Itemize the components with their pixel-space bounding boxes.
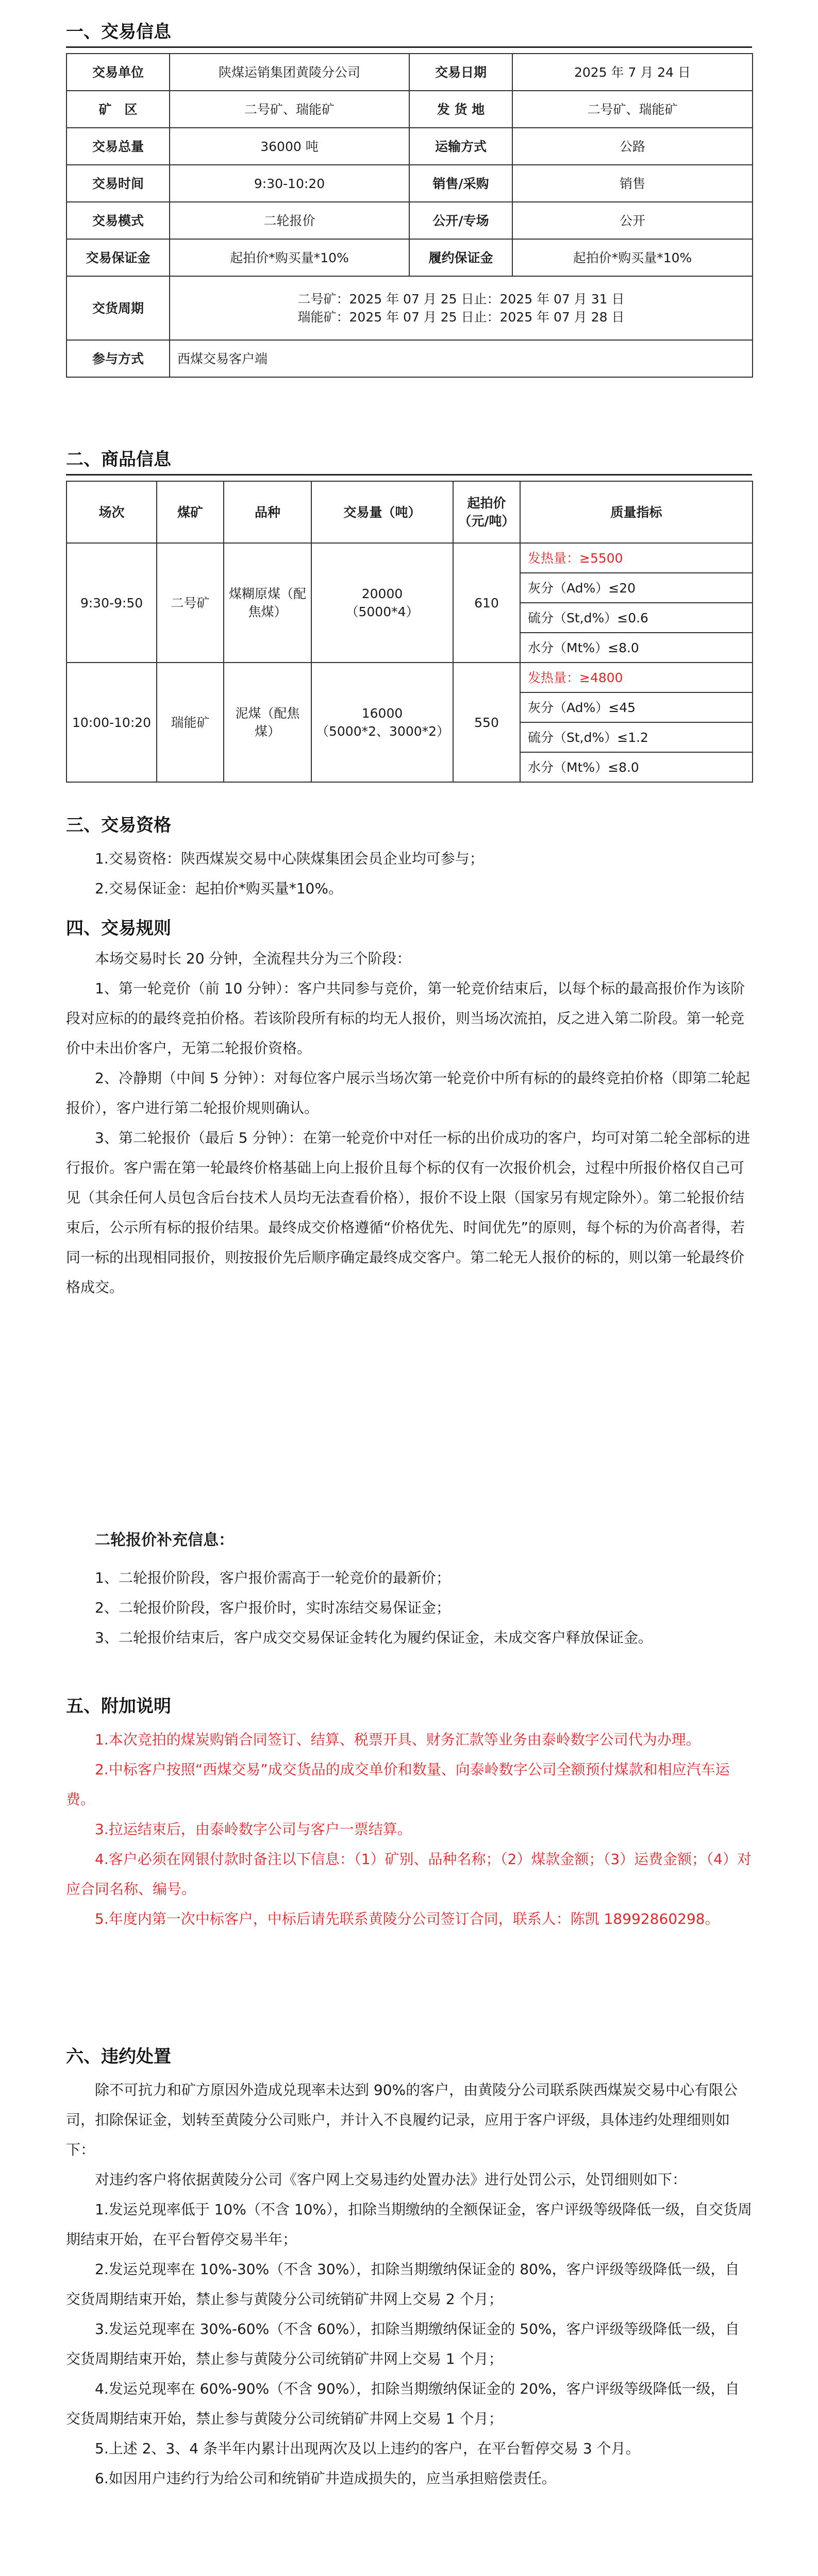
volume-cell [311, 663, 453, 782]
field-value: 36000 吨 [170, 128, 409, 165]
field-value: 9:30-10:20 [170, 165, 409, 202]
section-additional-notes [66, 1695, 752, 1934]
field-value: 二号矿、瑞能矿 [512, 91, 753, 128]
field-label: 运输方式 [409, 128, 512, 165]
highlighted-paragraph: 2.中标客户按照“西煤交易”成交货品的成交单价和数量、向泰岭数字公司全额预付煤款和相应汽车运费。 [66, 1761, 730, 1808]
field-label: 交易总量 [66, 128, 170, 165]
section-title: 三、交易资格 [66, 815, 171, 836]
field-value: 销售 [512, 165, 753, 202]
section-divider [66, 46, 752, 48]
volume-total: 20000 [361, 586, 403, 601]
product-table [66, 481, 753, 783]
field-value: 公开 [512, 202, 753, 239]
quality-cell: 灰分（Ad%）≤20 [520, 573, 753, 603]
header-price: 起拍价（元/吨） [453, 481, 520, 543]
header-variety: 品种 [224, 481, 311, 543]
table-row [66, 239, 753, 276]
section-title: 五、附加说明 [66, 1696, 171, 1717]
table-row [66, 128, 753, 165]
highlighted-paragraph: 3.拉运结束后，由泰岭数字公司与客户一票结算。 [95, 1821, 412, 1838]
field-label: 公开/专场 [409, 202, 512, 239]
quality-calorific: 发热量：≥4800 [520, 663, 753, 692]
field-label: 矿 区 [66, 91, 170, 128]
field-label: 发 货 地 [409, 91, 512, 128]
paragraph: 2.交易保证金：起拍价*购买量*10%。 [95, 880, 343, 897]
paragraph: 对违约客户将依据黄陵分公司《客户网上交易违约处置办法》进行处罚公示，处罚细则如下： [95, 2171, 687, 2188]
participation-value: 西煤交易客户端 [170, 340, 753, 377]
highlighted-paragraph: 1.本次竞拍的煤炭购销合同签订、结算、税票开具、财务汇款等业务由泰岭数字公司代为办理。 [95, 1731, 700, 1748]
field-label: 交易时间 [66, 165, 170, 202]
price-cell: 550 [453, 663, 520, 782]
trade-info-table [66, 53, 753, 378]
highlighted-paragraph: 4.客户必须在网银付款时备注以下信息：（1）矿别、品种名称；（2）煤款金额；（3）运费金额；（4）对应合同名称、编号。 [66, 1851, 752, 1897]
field-value: 二号矿、瑞能矿 [170, 91, 409, 128]
table-row [66, 340, 753, 377]
table-row [66, 54, 753, 91]
field-label: 交易保证金 [66, 239, 170, 276]
field-label: 交易模式 [66, 202, 170, 239]
section-rules [66, 917, 752, 1302]
paragraph: 除不可抗力和矿方原因外造成兑现率未达到 90%的客户，由黄陵分公司联系陕西煤炭交易中心有限公司，扣除保证金，划转至黄陵分公司账户，并计入不良履约记录，应用于客户评级，具体违约处理细则如下： [66, 2081, 738, 2158]
variety-cell: 煤糊原煤（配焦煤） [224, 543, 311, 663]
quality-cell: 硫分（St,d%）≤1.2 [520, 722, 753, 752]
paragraph: 5.上述 2、3、4 条半年内累计出现两次及以上违约的客户，在平台暂停交易 3 个月。 [95, 2440, 640, 2457]
field-label: 销售/采购 [409, 165, 512, 202]
table-row [66, 276, 753, 340]
quality-cell: 灰分（Ad%）≤45 [520, 692, 753, 722]
quality-cell: 硫分（St,d%）≤0.6 [520, 603, 753, 633]
section-product-info [66, 448, 752, 783]
section-subtitle: 二轮报价补充信息： [95, 1531, 234, 1549]
quality-cell: 水分（Mt%）≤8.0 [520, 633, 753, 663]
field-value: 起拍价*购买量*10% [170, 239, 409, 276]
volume-detail: （5000*2、3000*2） [316, 724, 450, 739]
paragraph: 2、二轮报价阶段，客户报价时，实时冻结交易保证金； [95, 1599, 450, 1616]
table-row [66, 91, 753, 128]
table-row [66, 202, 753, 239]
variety-cell: 泥煤（配焦煤） [224, 663, 311, 782]
header-mine: 煤矿 [157, 481, 224, 543]
field-value: 2025 年 7 月 24 日 [512, 54, 753, 91]
paragraph: 3、二轮报价结束后，客户成交交易保证金转化为履约保证金，未成交客户释放保证金。 [95, 1629, 653, 1646]
table-row [66, 663, 753, 692]
table-row [66, 165, 753, 202]
participation-label: 参与方式 [66, 340, 170, 377]
field-label: 履约保证金 [409, 239, 512, 276]
quality-calorific: 发热量：≥5500 [520, 543, 753, 573]
paragraph: 2.发运兑现率在 10%-30%（不含 30%），扣除当期缴纳保证金的 80%，客户评级等级降低一级，自交货周期结束开始，禁止参与黄陵分公司统销矿井网上交易 2 个月； [66, 2261, 740, 2308]
paragraph: 1.发运兑现率低于 10%（不含 10%），扣除当期缴纳的全额保证金，客户评级等级降低一级，自交货周期结束开始，在平台暂停交易半年； [66, 2201, 752, 2248]
section-title: 一、交易信息 [66, 22, 171, 42]
field-value: 公路 [512, 128, 753, 165]
section-title: 二、商品信息 [66, 449, 171, 470]
period-label: 交货周期 [66, 276, 170, 340]
paragraph: 本场交易时长 20 分钟，全流程共分为三个阶段： [95, 950, 411, 967]
section-qualification [66, 814, 752, 904]
paragraph: 2、冷静期（中间 5 分钟）：对每位客户展示当场次第一轮竞价中所有标的的最终竞拍价格（即第二轮起报价），客户进行第二轮报价规则确认。 [66, 1070, 750, 1116]
field-value: 二轮报价 [170, 202, 409, 239]
quality-cell: 水分（Mt%）≤8.0 [520, 752, 753, 782]
table-row [66, 543, 753, 573]
session-cell: 10:00-10:20 [66, 663, 157, 782]
section-trade-info [66, 21, 752, 378]
mine-cell: 二号矿 [157, 543, 224, 663]
section-divider [66, 474, 752, 476]
field-value: 陕煤运销集团黄陵分公司 [170, 54, 409, 91]
table-header-row [66, 481, 753, 543]
paragraph: 1、二轮报价阶段，客户报价需高于一轮竞价的最新价； [95, 1569, 450, 1586]
paragraph: 3、第二轮报价（最后 5 分钟）：在第一轮竞价中对任一标的出价成功的客户，均可对第二轮全部标的进行报价。客户需在第一轮最终价格基础上向上报价且每个标的仅有一次报价机会，过程中所报价格仅自己可见（其余任何人员包含后台技术人员均无法查看价格），报价不设上限（国家另有规定除外）。第二轮报价结束后，公示所有标的报价结果。最终成交价格遵循“价格优先、时间优先”的原则，每个标的为价高者得，若同一标的出现相同报价，则按报价先后顺序确定最终成交客户。第二轮无人报价的标的，则以第一轮最终价格成交。 [66, 1129, 750, 1296]
price-cell: 610 [453, 543, 520, 663]
volume-cell [311, 543, 453, 663]
section-second-round-info [66, 1525, 752, 1653]
header-volume: 交易量（吨） [311, 481, 453, 543]
field-label: 交易单位 [66, 54, 170, 91]
section-breach-handling [66, 2045, 752, 2494]
mine-cell: 瑞能矿 [157, 663, 224, 782]
period-line: 瑞能矿：2025 年 07 月 25 日止：2025 年 07 月 28 日 [297, 310, 625, 325]
paragraph: 1、第一轮竞价（前 10 分钟）：客户共同参与竞价，第一轮竞价结束后，以每个标的最高报价作为该阶段对应标的的最终竞拍价格。若该阶段所有标的均无人报价，则当场次流拍，反之进入第二阶段。第一轮竞价中未出价客户，无第二轮报价资格。 [66, 980, 745, 1057]
paragraph: 6.如因用户违约行为给公司和统销矿井造成损失的，应当承担赔偿责任。 [95, 2470, 556, 2487]
header-quality: 质量指标 [520, 481, 753, 543]
paragraph: 3.发运兑现率在 30%-60%（不含 60%），扣除当期缴纳保证金的 50%，客户评级等级降低一级，自交货周期结束开始，禁止参与黄陵分公司统销矿井网上交易 1 个月； [66, 2320, 740, 2367]
paragraph: 4.发运兑现率在 60%-90%（不含 90%），扣除当期缴纳保证金的 20%，客户评级等级降低一级，自交货周期结束开始，禁止参与黄陵分公司统销矿井网上交易 1 个月； [66, 2380, 740, 2427]
section-title: 四、交易规则 [66, 918, 171, 939]
header-session: 场次 [66, 481, 157, 543]
period-value [170, 276, 753, 340]
period-line: 二号矿：2025 年 07 月 25 日止：2025 年 07 月 31 日 [297, 292, 625, 307]
session-cell: 9:30-9:50 [66, 543, 157, 663]
section-title: 六、违约处置 [66, 2046, 171, 2067]
paragraph: 1.交易资格：陕西煤炭交易中心陕煤集团会员企业均可参与； [95, 850, 484, 867]
field-label: 交易日期 [409, 54, 512, 91]
volume-total: 16000 [361, 706, 403, 721]
volume-detail: （5000*4） [345, 604, 419, 619]
field-value: 起拍价*购买量*10% [512, 239, 753, 276]
highlighted-paragraph: 5.年度内第一次中标客户，中标后请先联系黄陵分公司签订合同，联系人：陈凯 18992860298。 [95, 1910, 720, 1927]
